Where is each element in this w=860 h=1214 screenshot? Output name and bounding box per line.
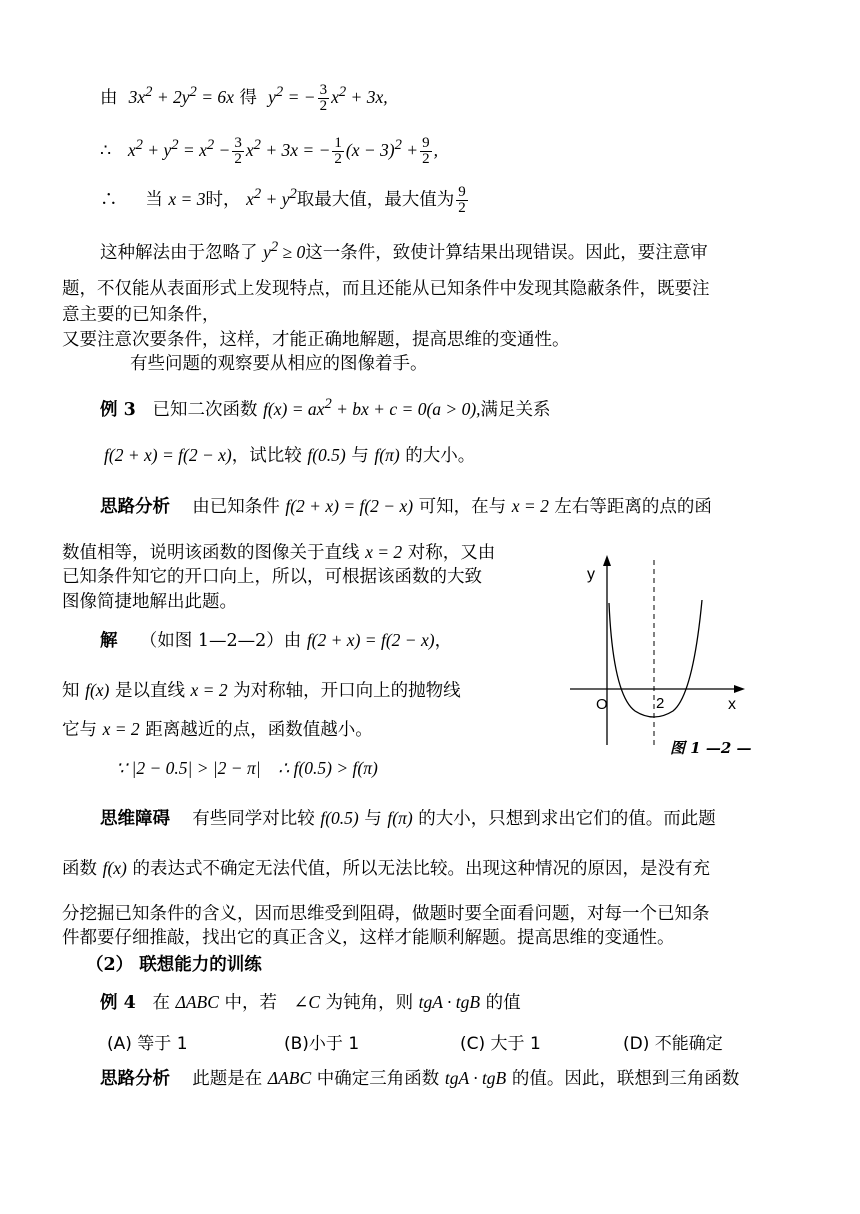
text-max: 取最大值，最大值为	[296, 189, 455, 210]
math-x-eq-2c: x = 2	[190, 680, 228, 700]
text-ex3-tail: 满足关系	[480, 399, 551, 420]
text-ex3-l2a: ，试比较	[231, 446, 302, 466]
math-x2y2: $x^2 + y^2$	[246, 186, 297, 209]
therefore-symbol: ∴	[100, 140, 112, 161]
analysis-line-4: 图像简捷地解出此题。	[62, 592, 237, 612]
math-eq1: $3x^2 + 2y^2 = 6x$	[128, 84, 234, 107]
math-y2-ge-0: $y^2 \ge 0$	[263, 239, 306, 262]
math-eq3b: $x^2 + 3x$ = −	[245, 137, 331, 160]
text-ob2a: 函数	[62, 859, 97, 879]
option-c: (C) 大于 1	[460, 1034, 541, 1054]
y-axis-label: y	[587, 566, 595, 583]
section-2-heading: （2） 联想能力的训练	[86, 955, 262, 975]
frac-9-2b: $\frac{9}{2}$	[458, 183, 466, 216]
analysis-label: 思路分析	[100, 497, 170, 517]
text-ex3: 已知二次函数	[152, 399, 258, 420]
math-eq3: $x^2 + y^2 = x^2$ −	[127, 137, 231, 160]
example-4-label: 例 4	[100, 993, 136, 1013]
math-f2x-b: f(2 + x) = f(2 − x)	[285, 496, 414, 516]
obstacle-line-3: 分挖掘已知条件的含义，因而思维受到阻碍，做题时要全面看问题，对每一个已知条	[62, 904, 710, 924]
text-ex4b: 中，若	[224, 993, 277, 1013]
option-b: (B)小于 1	[284, 1034, 360, 1054]
analysis-line-3: 已知条件知它的开口向上，所以，可根据该函数的大致	[62, 567, 482, 587]
math-fpi-b: f(π)	[387, 808, 413, 828]
text-an-a: 由已知条件	[192, 497, 280, 517]
math-tga-tgb-b: tgA · tgB	[444, 1068, 507, 1088]
frac-1-2: $\frac{1}{2}$	[334, 134, 342, 167]
text-de: 得	[239, 87, 257, 108]
math-x-eq-2b: x = 2	[365, 542, 403, 562]
text-ob1a: 有些同学对比较	[192, 809, 315, 829]
para-line-1	[100, 235, 708, 265]
solution-line-1	[100, 628, 452, 653]
eq-line-3	[100, 182, 470, 216]
math-fpi: f(π)	[374, 445, 400, 465]
math-eq3c: $(x - 3)^2$ +	[345, 137, 419, 160]
text-an-b: 可知，在与	[418, 497, 507, 517]
math-f2x-c: f(2 + x) = f(2 − x)	[306, 630, 435, 650]
text-s2c: 为对称轴，开口向上的抛物线	[233, 681, 461, 701]
text-you: 由	[100, 87, 118, 108]
text-an2c: 的值。因此，联想到三角函数	[511, 1069, 740, 1089]
text-ob2b: 的表达式不确定无法代值，所以无法比较。出现这种情况的原因，是没有充	[132, 859, 710, 879]
text-s2a: 知	[62, 681, 80, 701]
example-3-line-2	[104, 443, 475, 468]
obstacle-line-4: 件都要仔细推敲，找出它的真正含义，这样才能顺利解题。提高思维的变通性。	[62, 928, 675, 948]
text-p1b: 这一条件，致使计算结果出现错误。因此，要注意审	[305, 242, 708, 263]
math-x-eq-3: x = 3	[168, 188, 206, 209]
eq-line-1	[100, 80, 388, 114]
para-line-2: 题，不仅能从表面形式上发现特点，而且还能从已知条件中发现其隐蔽条件，既要注	[62, 279, 710, 299]
math-f05-b: f(0.5)	[320, 808, 359, 828]
para-line-5: 有些问题的观察要从相应的图像着手。	[130, 354, 428, 374]
tick-2-label: 2	[656, 695, 665, 712]
text-ex4a: 在	[152, 993, 170, 1013]
option-a: (A) 等于 1	[107, 1034, 188, 1054]
math-x-eq-2d: x = 2	[102, 719, 140, 739]
x-axis-arrow	[734, 685, 745, 693]
comma: ,	[433, 139, 438, 160]
analysis-line-2	[62, 540, 495, 565]
text-ob1b: 与	[364, 809, 382, 829]
example-3-label: 例 3	[100, 399, 136, 420]
solution-line-2	[62, 678, 461, 703]
analysis-2-label: 思路分析	[100, 1069, 170, 1089]
analysis-line-1	[100, 494, 712, 519]
text-an2b: 中确定三角函数	[316, 1069, 440, 1089]
obstacle-line-1	[100, 806, 716, 831]
x-axis-label: x	[728, 696, 736, 713]
math-eq2: $y^2$ = −	[268, 84, 316, 107]
parabola-figure	[565, 555, 765, 765]
text-yu: 与	[351, 446, 369, 466]
math-fx: $f(x) = ax^2$ + bx + c = 0(a > 0),	[263, 396, 481, 419]
text-a2a: 数值相等，说明该函数的图像关于直线	[62, 543, 360, 563]
example-3-line-1	[100, 392, 551, 422]
text-s3b: 距离越近的点，函数值越小。	[145, 720, 373, 740]
math-fx-b: f(x)	[85, 680, 110, 700]
math-fx-c: f(x)	[102, 858, 127, 878]
analysis-2-line	[100, 1066, 739, 1091]
math-x-eq-2: x = 2	[511, 496, 549, 516]
para-line-4: 又要注意次要条件，这样，才能正确地解题，提高思维的变通性。	[62, 330, 570, 350]
text-ob1c: 的大小，只想到求出它们的值。而此题	[418, 809, 716, 829]
math-f05: f(0.5)	[307, 445, 346, 465]
text-a2b: 对称，又由	[407, 543, 496, 563]
para-line-3: 意主要的已知条件，	[62, 305, 220, 325]
math-angle-c: ∠C	[293, 992, 321, 1012]
y-axis-arrow	[603, 555, 611, 566]
frac-9-2: $\frac{9}{2}$	[422, 134, 430, 167]
text-s3a: 它与	[62, 720, 97, 740]
text-an2a: 此题是在	[192, 1069, 263, 1089]
solution-label: 解	[100, 631, 118, 651]
text-s2b: 是以直线	[114, 681, 185, 701]
math-triangle-abc-b: ΔABC	[267, 1068, 312, 1088]
text-sol-a: （如图 1—2—2）由	[139, 631, 302, 651]
solution-line-4	[116, 756, 378, 781]
frac-3-2b: $\frac{3}{2}$	[234, 134, 242, 167]
text-an-c: 左右等距离的点的函	[554, 497, 712, 517]
origin-label: O	[596, 696, 608, 713]
math-f2x: f(2 + x) = f(2 − x)	[104, 445, 232, 465]
eq-line-2	[100, 133, 438, 167]
math-triangle-abc: ΔABC	[175, 992, 219, 1012]
math-tga-tgb: tgA · tgB	[418, 992, 481, 1012]
frac-3-2: $\frac{3}{2}$	[319, 81, 328, 114]
example-4-line	[100, 990, 521, 1015]
obstacle-label: 思维障碍	[100, 809, 170, 829]
text-ex4d: 的值	[485, 993, 521, 1013]
text-p1: 这种解法由于忽略了	[100, 242, 258, 263]
text-ex4c: 为钝角，则	[325, 993, 414, 1013]
option-d: (D) 不能确定	[623, 1034, 723, 1054]
text-sol-b: ，	[434, 631, 453, 651]
text-dang: 当	[145, 189, 163, 210]
obstacle-line-2	[62, 856, 710, 881]
figure-caption: 图 1 —2 —	[670, 739, 752, 757]
text-shi: 时，	[205, 189, 241, 210]
solution-line-3	[62, 717, 373, 742]
therefore-symbol-2: ∴	[100, 189, 118, 210]
math-eq2b: $x^2 + 3x$,	[331, 84, 388, 107]
math-inequality: ∵ |2 − 0.5| > |2 − π| ∴ f(0.5) > f(π)	[116, 758, 378, 778]
text-ex3-l2c: 的大小。	[405, 446, 476, 466]
